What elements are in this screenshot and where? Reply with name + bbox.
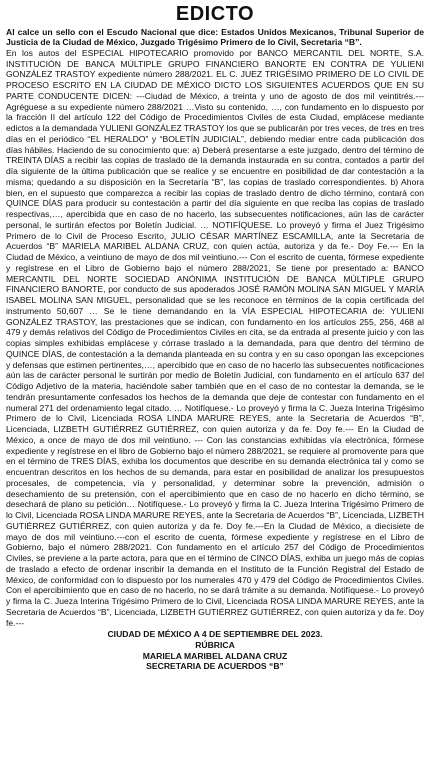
signature-block <box>6 629 424 671</box>
signer-name: MARIELA MARIBEL ALDANA CRUZ <box>142 650 288 661</box>
edict-title: EDICTO <box>175 3 255 25</box>
rubric-label: RÚBRICA <box>195 639 235 650</box>
place-date: CIUDAD DE MÉXICO A 4 DE SEPTIEMBRE DEL 2023. <box>107 629 323 640</box>
signer-role: SECRETARIA DE ACUERDOS “B” <box>146 661 284 672</box>
edict-body-text: En los autos del ESPECIAL HIPOTECARIO promovido por BANCO MERCANTIL DEL NORTE, S.A. INSTITUCIÓN DE BANCA MÚLTIPLE GRUPO FINANCIERO BANORTE EN CONTRA DE YULIENI GONZÁLEZ TRASTOY expediente número 288/2021. EL C. JUEZ TRIGÉSIMO PRIMERO DE LO CIVIL DE PROCESO ESCRITO EN LA CIUDAD DE MÉXICO DICTO LOS SIGUIENTES ACUERDOS QUE EN SU PARTE CONDUCENTE DICEN: ---Ciudad de México, a treinta y uno de agosto de dos mil veintitrés.---Agréguese a su expediente número 288/2021 …Visto su contenido, …, con fundamento en lo dispuesto por la fracción II del artículo 122 del Código de Procedimientos Civiles de esta Ciudad, emplácese mediante edictos a la demandada YULIENI GONZÁLEZ TRASTOY los que se publicarán por tres veces, de tres en tres días en el periódico “EL HERALDO” y “BOLETÍN JUDICIAL”, debiendo mediar entre cada publicación dos días hábiles. Haciendo de su conocimiento que: a) Deberá presentarse a este juzgado, dentro del término de TREINTA DÍAS a recibir las copias de traslado de la demanda instaurada en su contra, contados a partir del día siguiente de la última publicación que se realice y se encuentre en posibilidad de dar contestación a la misma; quedando a su disposición en la Secretaría “B”, las copias de traslado correspondientes. b) Ahora bien, en el supuesto que comparezca a recibir las copias de traslado dentro de dicho término, contará con QUINCE DÍAS para producir su contestación a partir del día siguiente en que reciba las copias de traslado respectivas,…, apercibida que en caso de no hacerlo, las subsecuentes notificaciones, aún las de carácter personal, le surtirán efectos por Boletín Judicial. … NOTIFÍQUESE. Lo proveyó y firma el Juez Trigésimo Primero de lo Civil de Proceso Escrito, JULIO CÉSAR MARTÍNEZ ESCAMILLA, ante la Secretaria de Acuerdos “B” MARIELA MARIBEL ALDANA CRUZ, con quien actúa, autoriza y da fe.- Doy Fe.--- En la Ciudad de México, a veintiuno de mayo de dos mil veintiuno.--- Con el escrito de cuenta, fórmese expediente y regístrese en el Libro de Gobierno bajo el número 288/2021, Se tiene por presentado a: BANCO MERCANTIL DEL NORTE SOCIEDAD ANÓNIMA INSTITUCIÓN DE BANCA MÚLTIPLE GRUPO FINANCIERO BANORTE, por conducto de sus apoderados JOSÉ RAMÓN MOLINA SAN MIGUEL Y MARÍA ISABEL MOLINA SAN MIGUEL, personalidad que se les reconoce en términos de la copia certificada del instrumento 50,607 … Se le tiene demandando en la VÍA ESPECIAL HIPOTECARIA de: YULIENI GONZÁLEZ TRASTOY, las prestaciones que se indican, con fundamento en los artículos 255, 256, 468 al 479 y demás relativos del Código de Procedimientos Civiles en cita, se da entrada al presente juicio y con las copias simples exhibidas emplácese y córrase traslado a la demandada, para que dentro del término de QUINCE DÍAS, de contestación a la demanda planteada en su contra y en su caso opongan las excepciones y defensas que estimen pertinentes,…, apercibido que en caso de no hacerlo las subsecuentes notificaciones aún las de carácter personal le surtirán por medio de Boletín Judicial, con fundamento en el artículo 637 del Código Adjetivo de la materia, haciéndole saber también que en el caso de no contestar la demanda, se le tendrán presuntamente confesados los hechos de la demanda que deje de contestar con fundamento en el numeral 271 del ordenamiento legal citado. … Notifíquese.- Lo proveyó y firma la C. Jueza Interina Trigésimo Primero de lo Civil, Licenciada ROSA LINDA MARURE REYES, ante la Secretaria de Acuerdos “B”, Licenciada, LIZBETH GUTIÉRREZ GUTIÉRREZ, con quien autoriza y da fe. Doy fe.--- En la Ciudad de México, a once de mayo de dos mil veintiuno. --- Con las constancias exhibidas vía electrónica, fórmese expediente y regístrese en el libro de Gobierno bajo el número 288/2021, se requiere al promovente para que en el término de TRES DÍAS, exhiba los documentos que describe en su demanda electrónica tal y como se encuentran descritos en los hechos de su demanda, para estar en posibilidad de analizar los presupuestos procesales, de competencia, vía y personalidad, y determinar sobre la prevención, admisión o desechamiento de su pretensión, con el apercibimiento que en caso de no hacerlo en dicho término, se desechará de plano su petición… Notifíquese.- Lo proveyó y firma la C. Jueza Interina Trigésimo Primero de lo Civil, Licenciada ROSA LINDA MARURE REYES, ante la Secretaria de Acuerdos “B”, Licenciada, LIZBETH GUTIÉRREZ GUTIÉRREZ, con quien autoriza y da fe. Doy fe.---En la Ciudad de México, a diecisiete de mayo de dos mil veintiuno.---con el escrito de cuenta, fórmese expediente y regístrese en el Libro de Gobierno, bajo el número 288/2021. Con fundamento en el artículo 257 del Código de Procedimientos Civiles, se previene a la parte actora, para que en el término de CINCO DÍAS, exhiba un juego más de copias de traslado a efecto de ordenar inscribir la demanda en el Instituto de la Función Registral del Estado de México, de conformidad con lo dispuesto por los numerales 470 y 479 del Código de Procedimientos Civiles. Con el apercibimiento que en caso de no hacerlo, no se dará trámite a su demanda. Notifíquese.- Lo proveyó y firma la C. Jueza Interina Trigésimo Primero de lo Civil, Licenciada ROSA LINDA MARURE REYES, ante la Secretaria de Acuerdos “B”, Licenciada, LIZBETH GUTIÉRREZ GUTIÉRREZ, con quien autoriza y da fe. Doy fe.--- <box>6 47 425 628</box>
seal-description: Al calce un sello con el Escudo Nacional que dice: Estados Unidos Mexicanos, Tribunal Superior de Justicia de la Ciudad de México, Juzgado Trigésimo Primero de lo Civil, Secretaria “B”. <box>6 27 424 48</box>
